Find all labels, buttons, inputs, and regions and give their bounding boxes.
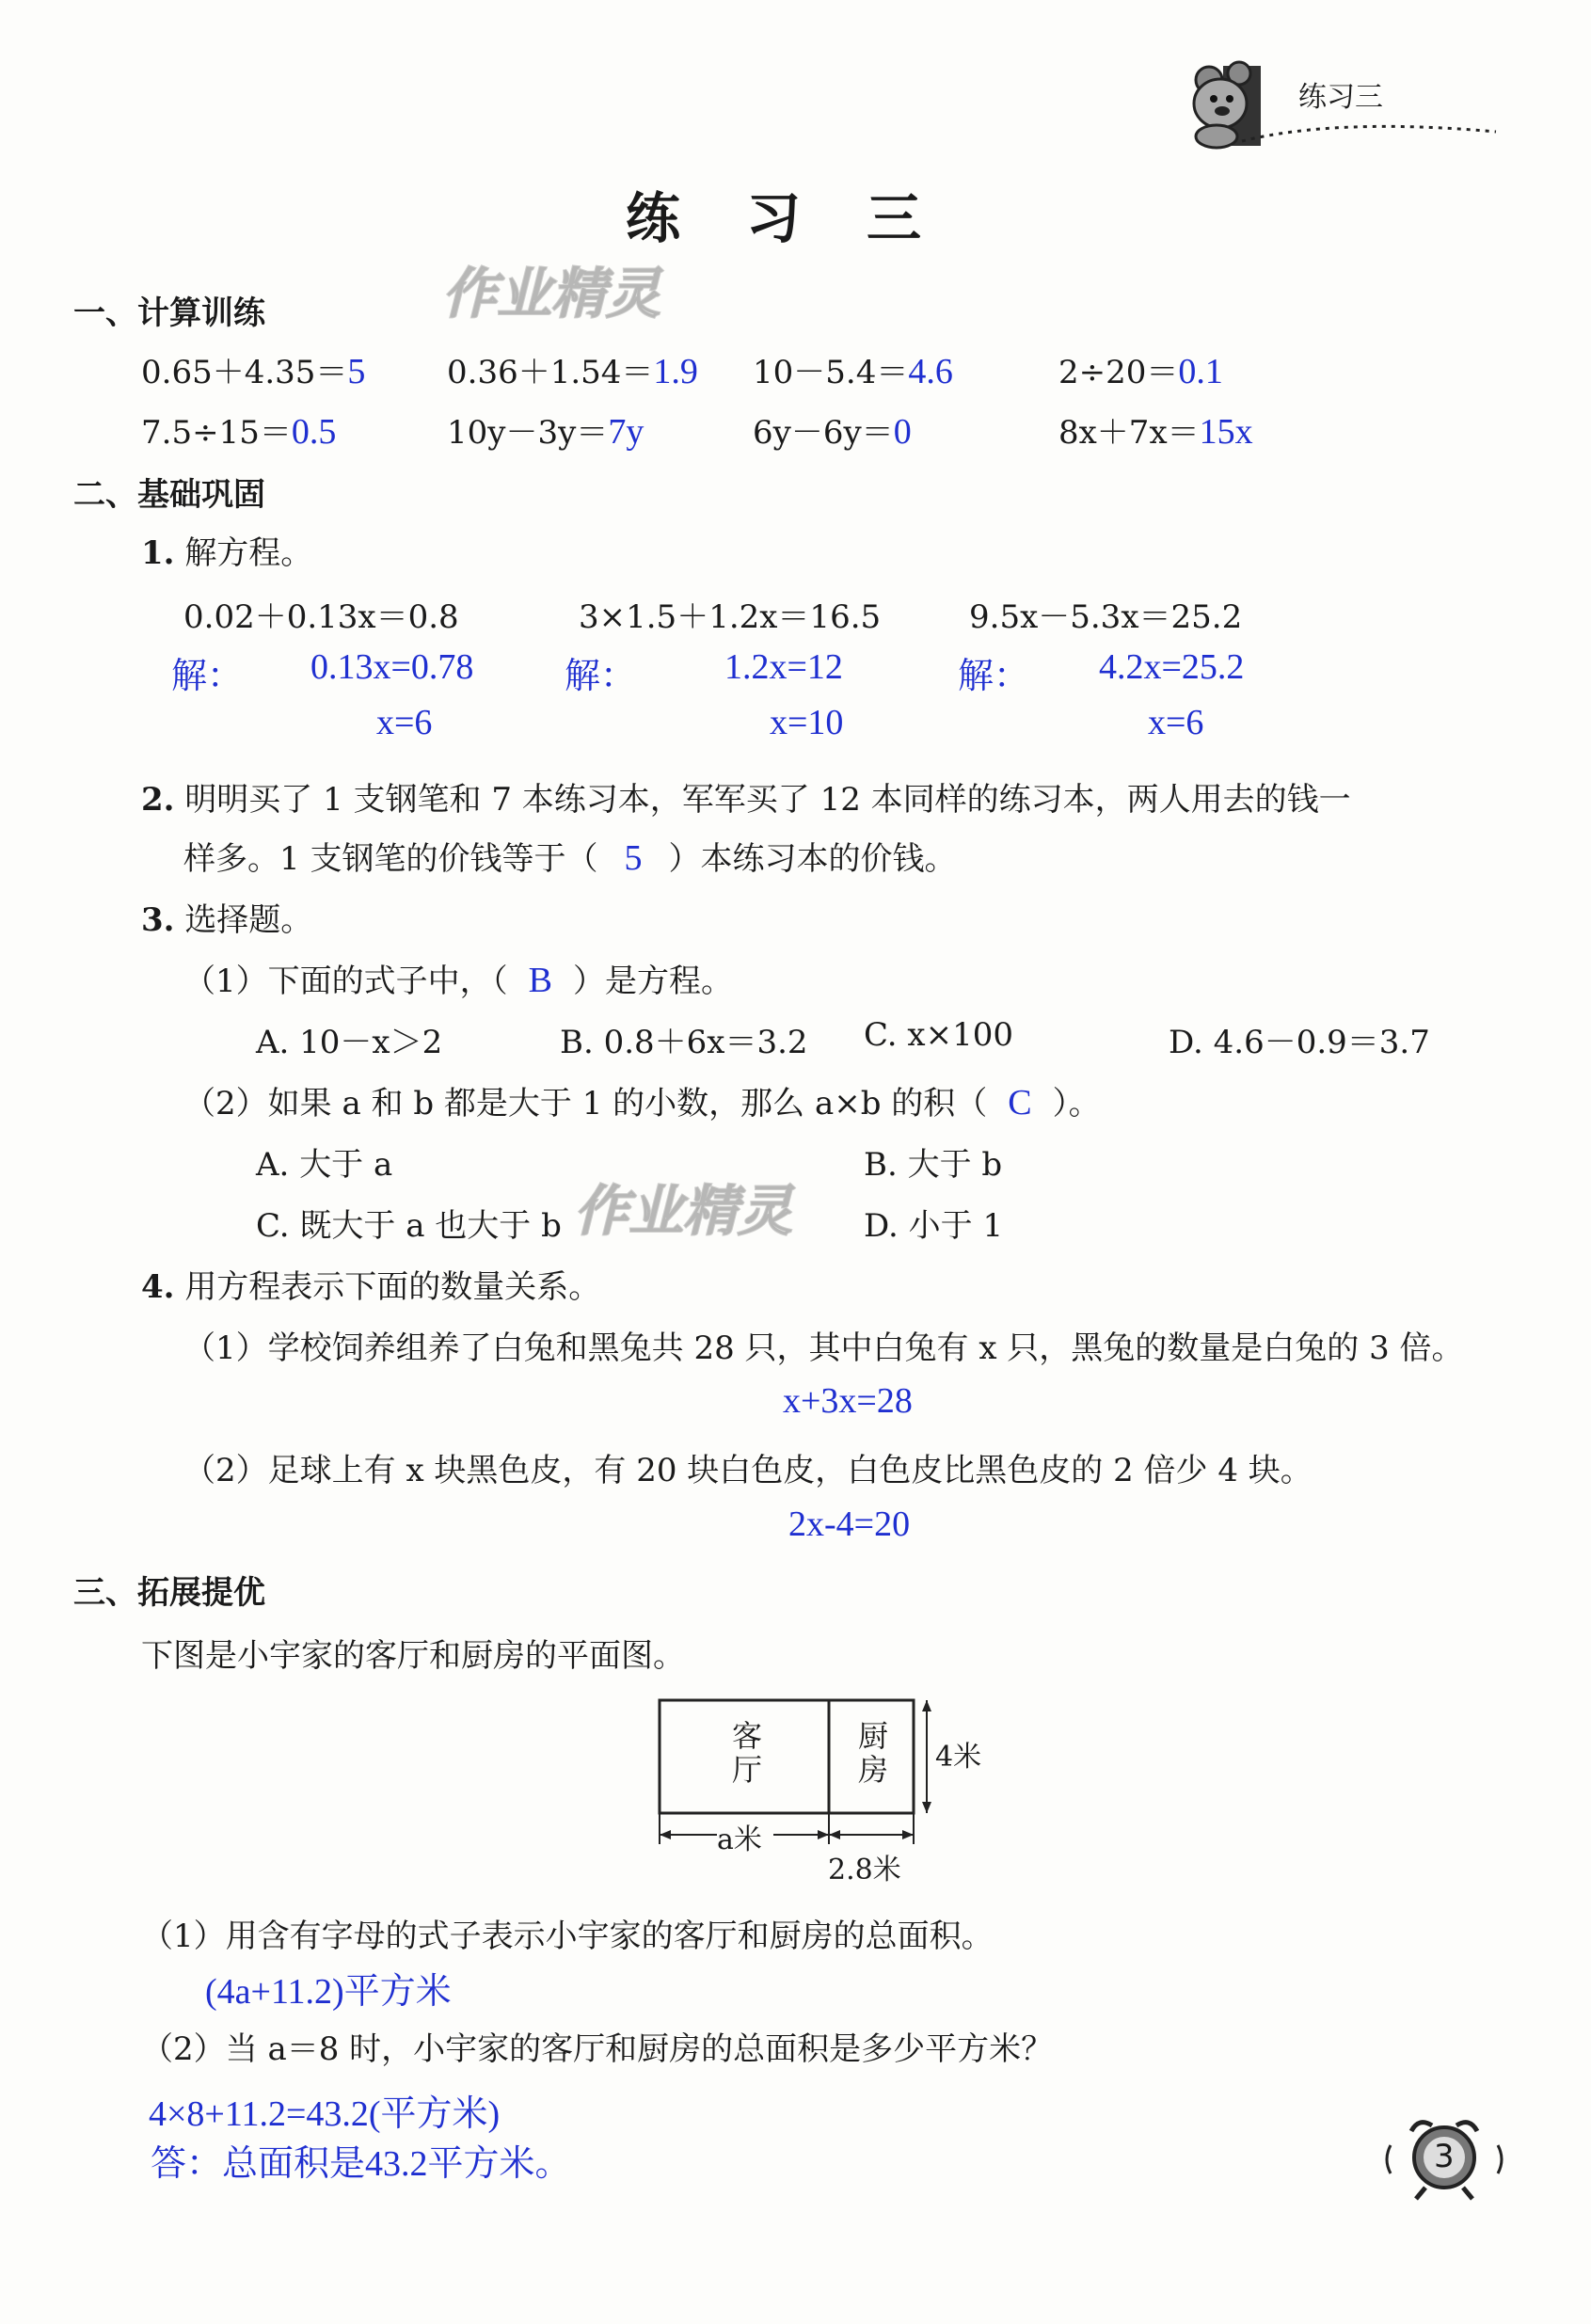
- calc-answer: 15x: [1199, 412, 1253, 452]
- calc-expr: 7.5÷15＝: [141, 414, 292, 452]
- solve-result: x=10: [770, 703, 844, 742]
- choice-option: C. 既大于 a 也大于 b: [256, 1207, 562, 1245]
- calc-expr: 10y－3y＝: [447, 414, 609, 452]
- question-text: ）是方程。: [573, 963, 733, 1000]
- question-text: 解方程。: [184, 534, 313, 572]
- question-3: [141, 894, 312, 940]
- blank-answer: 5: [624, 838, 643, 878]
- solve-step: 0.13x=0.78: [310, 647, 474, 687]
- room-label-kitchen: 房: [858, 1752, 889, 1788]
- section-3-conclusion: 答：总面积是43.2平方米。: [151, 2144, 571, 2184]
- question-number: 4.: [141, 1268, 175, 1306]
- room-label-kitchen: 厨: [858, 1718, 889, 1754]
- calc-answer: 7y: [608, 412, 644, 452]
- header-dotted-line: [1223, 113, 1505, 151]
- section-3-intro: 下图是小宇家的客厅和厨房的平面图。: [141, 1637, 685, 1675]
- choice-answer: C: [1008, 1083, 1032, 1122]
- question-text: ）本练习本的价钱。: [668, 840, 957, 878]
- question-text: 样多。1 支钢笔的价钱等于（: [183, 840, 598, 878]
- section-3-heading: 三、拓展提优: [73, 1574, 265, 1612]
- question-number: 3.: [141, 901, 175, 939]
- choice-answer: B: [528, 961, 552, 1000]
- calc-expr: 6y－6y＝: [753, 414, 894, 452]
- question-number: 2.: [141, 781, 175, 819]
- choice-option: A. 10－x＞2: [256, 1024, 443, 1061]
- choice-option: D. 小于 1: [864, 1207, 1004, 1245]
- calc-expr: 8x＋7x＝: [1058, 414, 1200, 452]
- choice-option: C. x×100: [864, 1016, 1013, 1054]
- solve-label: 解：: [958, 657, 1030, 696]
- section-3-question-1: （1）用含有字母的式子表示小宇家的客厅和厨房的总面积。: [141, 1918, 994, 1955]
- question-text: 选择题。: [184, 901, 313, 939]
- question-text: 明明买了 1 支钢笔和 7 本练习本，军军买了 12 本同样的练习本，两人用去的钱一: [184, 781, 1351, 819]
- equation-answer: x+3x=28: [783, 1381, 913, 1421]
- header-section-label: 练习三: [1298, 81, 1383, 114]
- question-text: 用方程表示下面的数量关系。: [184, 1268, 601, 1306]
- question-number: 1.: [141, 534, 175, 572]
- page-title: 练习三: [626, 186, 988, 250]
- question-text: ）。: [1052, 1085, 1101, 1122]
- calc-expr: 10－5.4＝: [753, 354, 909, 391]
- calc-item: [447, 346, 698, 392]
- choice-option: B. 0.8＋6x＝3.2: [560, 1024, 808, 1061]
- calc-item: [1058, 346, 1223, 392]
- solve-label: 解：: [565, 657, 637, 696]
- choice-option: B. 大于 b: [864, 1146, 1003, 1184]
- solve-label: 解：: [171, 657, 244, 696]
- solve-step: 4.2x=25.2: [1099, 647, 1245, 687]
- solve-result: x=6: [1148, 703, 1204, 742]
- section-1-heading: 一、计算训练: [73, 294, 265, 332]
- calc-item: [753, 346, 953, 392]
- section-3-question-2: （2）当 a＝8 时，小宇家的客厅和厨房的总面积是多少平方米？: [141, 2030, 1054, 2068]
- section-3-answer-2: 4×8+11.2=43.2(平方米): [149, 2094, 501, 2134]
- section-3-answer-1: (4a+11.2)平方米: [205, 1972, 452, 2012]
- choice-option: D. 4.6－0.9＝3.7: [1169, 1024, 1430, 1061]
- calc-answer: 1.9: [653, 352, 698, 391]
- solve-result: x=6: [376, 703, 433, 742]
- calc-answer: 0.5: [291, 412, 337, 452]
- choice-option: A. 大于 a: [256, 1146, 393, 1184]
- question-text: （2）如果 a 和 b 都是大于 1 的小数，那么 a×b 的积（: [183, 1085, 988, 1122]
- width-label-living: a米: [717, 1823, 762, 1856]
- height-label: 4米: [935, 1741, 982, 1774]
- watermark-top: 作业精灵: [442, 262, 661, 326]
- equation: 0.02＋0.13x＝0.8: [183, 598, 459, 636]
- calc-expr: 0.65＋4.35＝: [141, 354, 348, 391]
- calc-expr: 2÷20＝: [1058, 354, 1179, 391]
- calc-answer: 0: [893, 412, 912, 452]
- question-4: [141, 1261, 600, 1307]
- room-label-living: 客: [732, 1718, 763, 1754]
- calc-item: [141, 406, 336, 453]
- section-2-heading: 二、基础巩固: [73, 476, 265, 514]
- equation: 3×1.5＋1.2x＝16.5: [579, 598, 882, 636]
- calc-item: [141, 346, 365, 392]
- watermark-mid: 作业精灵: [574, 1179, 793, 1243]
- calc-answer: 4.6: [908, 352, 953, 391]
- question-1: [141, 527, 312, 573]
- question-2-line-1: [141, 773, 1351, 820]
- calc-answer: 0.1: [1178, 352, 1223, 391]
- question-2-line-2: [183, 833, 956, 879]
- equation-answer: 2x-4=20: [788, 1504, 911, 1544]
- calc-item: [447, 406, 644, 453]
- question-4-2: （2）足球上有 x 块黑色皮，有 20 块白色皮，白色皮比黑色皮的 2 倍少 4 块。: [183, 1452, 1313, 1489]
- width-label-kitchen: 2.8米: [828, 1854, 901, 1886]
- question-3-2-stem: [183, 1077, 1101, 1123]
- calc-item: [753, 406, 912, 453]
- question-text: （1）下面的式子中，（: [183, 963, 508, 1000]
- calc-item: [1058, 406, 1253, 453]
- calc-expr: 0.36＋1.54＝: [447, 354, 654, 391]
- calc-answer: 5: [347, 352, 366, 391]
- solve-step: 1.2x=12: [724, 647, 843, 687]
- page-number: 3: [1434, 2138, 1455, 2175]
- room-label-living: 厅: [732, 1752, 763, 1788]
- question-3-1-stem: [183, 955, 733, 1001]
- question-4-1: （1）学校饲养组养了白兔和黑兔共 28 只，其中白兔有 x 只，黑兔的数量是白兔的 3 倍。: [183, 1329, 1464, 1367]
- equation: 9.5x－5.3x＝25.2: [969, 598, 1243, 636]
